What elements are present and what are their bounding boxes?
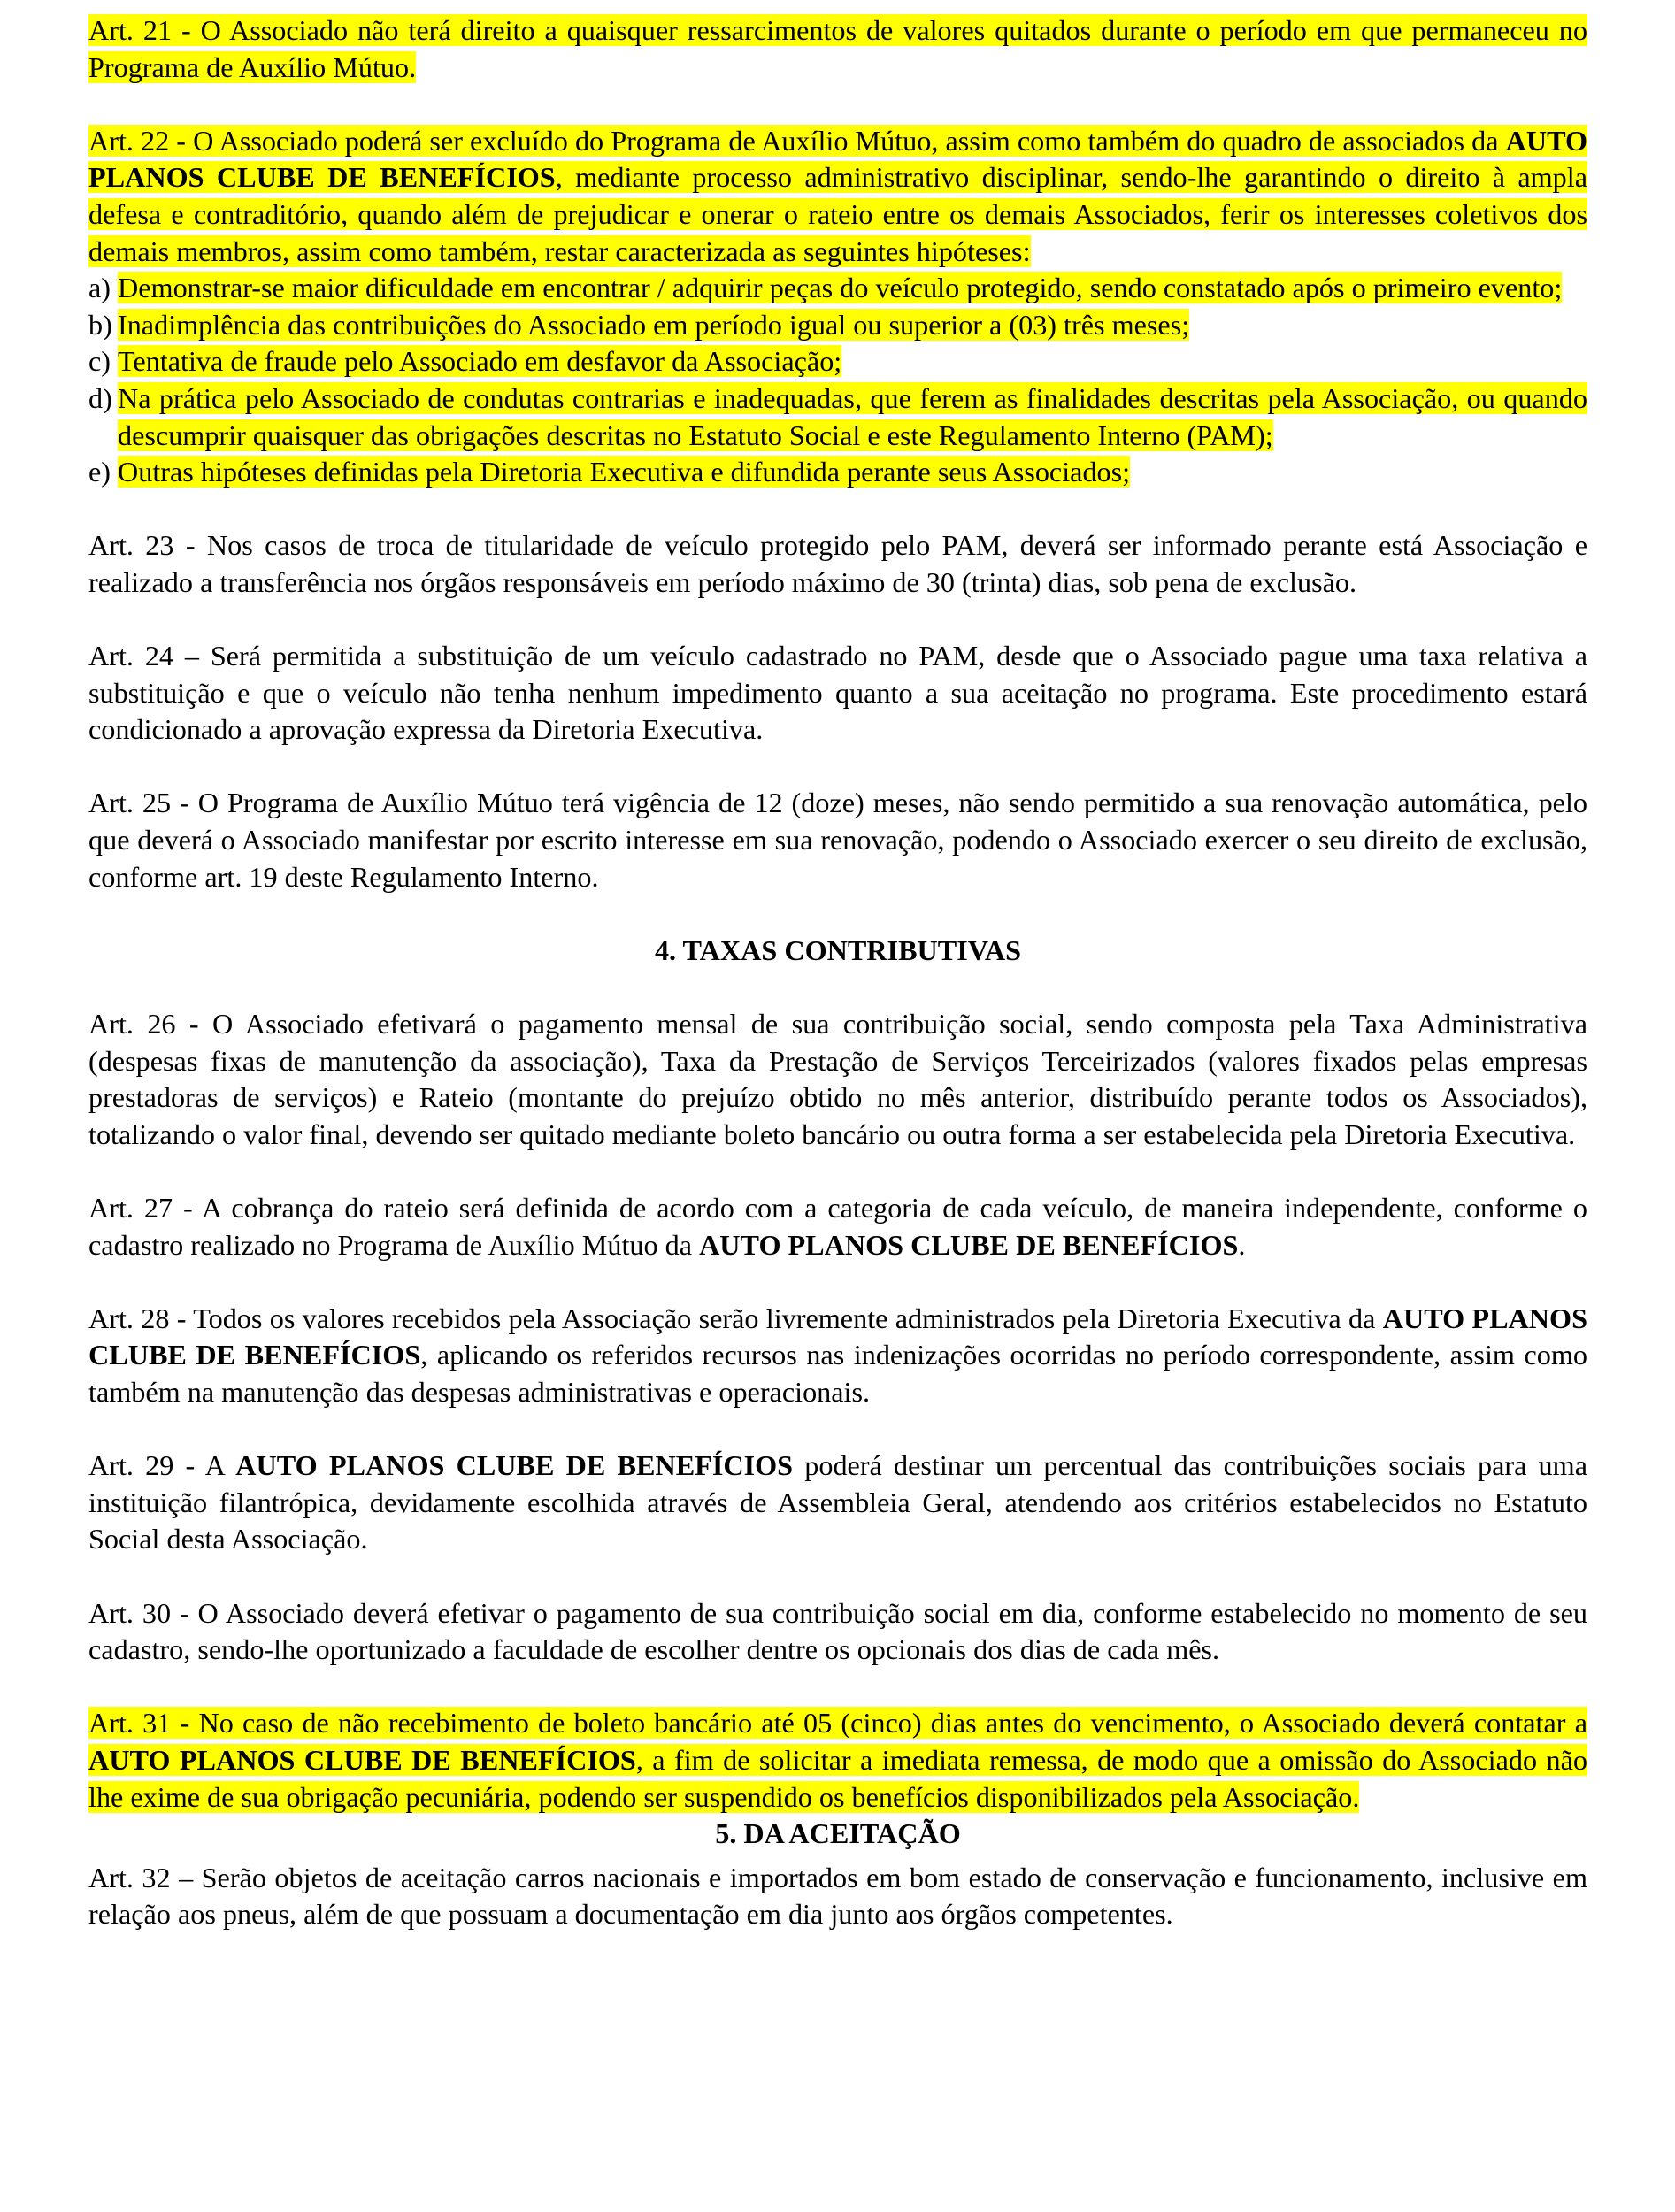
article-32: Art. 32 – Serão objetos de aceitação carros nacionais e importados em bom estado de conservação e funcionamento, inclusive em relação aos pneus, além de que possuam a documentação em dia junto aos órgãos competentes. bbox=[88, 1861, 1587, 1931]
article-28: Art. 28 - Todos os valores recebidos pela Associação serão livremente administrados pela Diretoria Executiva da AUTO PLANOS CLUBE DE BENEFÍCIOS, aplicando os referidos recursos nas indenizações ocorridas no período correspondente, assim como também na manutenção das despesas administrativas e operacionais. bbox=[88, 1302, 1587, 1408]
article-31: Art. 31 - No caso de não recebimento de boleto bancário até 05 (cinco) dias antes do vencimento, o Associado deverá contatar a AUTO PLANOS CLUBE DE BENEFÍCIOS, a fim de solicitar a imediata remessa, de modo que a omissão do Associado não lhe exime de sua obrigação pecuniária, podendo ser suspendido os benefícios disponibilizados pela Associação. bbox=[88, 1707, 1587, 1813]
list-item: c) Tentativa de fraude pelo Associado em desfavor da Associação; bbox=[88, 345, 842, 378]
article-21 bbox=[88, 12, 1587, 86]
article-25: Art. 25 - O Programa de Auxílio Mútuo terá vigência de 12 (doze) meses, não sendo permitido a sua renovação automática, pelo que deverá o Associado manifestar por escrito interesse em sua renovação, podendo o Associado exercer o seu direito de exclusão, conforme art. 19 deste Regulamento Interno. bbox=[88, 787, 1587, 893]
article-29: Art. 29 - A AUTO PLANOS CLUBE DE BENEFÍCIOS poderá destinar um percentual das contribuições sociais para uma instituição filantrópica, devidamente escolhida através de Assembleia Geral, atendendo aos critérios estabelecidos no Estatuto Social desta Associação. bbox=[88, 1449, 1587, 1555]
article-23: Art. 23 - Nos casos de troca de titularidade de veículo protegido pelo PAM, deverá ser informado perante está Associação e realizado a transferência nos órgãos responsáveis em período máximo de 30 (trinta) dias, sob pena de exclusão. bbox=[88, 529, 1587, 598]
association-name: AUTO PLANOS CLUBE DE BENEFÍCIOS bbox=[88, 1743, 636, 1776]
section-heading-4: 4. TAXAS CONTRIBUTIVAS bbox=[654, 933, 1022, 966]
list-item: a) Demonstrar-se maior dificuldade em encontrar / adquirir peças do veículo protegido, sendo constatado após o primeiro evento; bbox=[88, 272, 1563, 304]
association-name: AUTO PLANOS CLUBE DE BENEFÍCIOS bbox=[235, 1449, 794, 1482]
document-page bbox=[88, 12, 1587, 1970]
article-27: Art. 27 - A cobrança do rateio será definida de acordo com a categoria de cada veículo, de maneira independente, conforme o cadastro realizado no Programa de Auxílio Mútuo da AUTO PLANOS CLUBE DE BENEFÍCIOS. bbox=[88, 1192, 1587, 1261]
article-22-intro: Art. 22 - O Associado poderá ser excluído do Programa de Auxílio Mútuo, assim como também do quadro de associados da AUTO PLANOS CLUBE DE BENEFÍCIOS, mediante processo administrativo disciplinar, sendo-lhe garantindo o direito à ampla defesa e contraditório, quando além de prejudicar e onerar o rateio entre os demais Associados, ferir os interesses coletivos dos demais membros, assim como também, restar caracterizada as seguintes hipóteses: bbox=[88, 124, 1587, 267]
association-name: AUTO PLANOS CLUBE DE BENEFÍCIOS bbox=[88, 124, 1587, 194]
association-name: AUTO PLANOS CLUBE DE BENEFÍCIOS bbox=[699, 1228, 1239, 1261]
article-30: Art. 30 - O Associado deverá efetivar o pagamento de sua contribuição social em dia, conforme estabelecido no momento de seu cadastro, sendo-lhe oportunizado a faculdade de escolher dentre os opcionais dos dias de cada mês. bbox=[88, 1596, 1587, 1666]
article-26: Art. 26 - O Associado efetivará o pagamento mensal de sua contribuição social, sendo composta pela Taxa Administrativa (despesas fixas de manutenção da associação), Taxa da Prestação de Serviços Terceirizados (valores fixados pelas empresas prestadoras de serviços) e Rateio (montante do prejuízo obtido no mês anterior, distribuído perante todos os Associados), totalizando o valor final, devendo ser quitado mediante boleto bancário ou outra forma a ser estabelecida pela Diretoria Executiva. bbox=[88, 1008, 1587, 1150]
list-item: e) Outras hipóteses definidas pela Diretoria Executiva e difundida perante seus Associados; bbox=[88, 456, 1131, 488]
section-heading-5: 5. DA ACEITAÇÃO bbox=[715, 1817, 961, 1850]
article-22 bbox=[88, 123, 1587, 491]
association-name: AUTO PLANOS CLUBE DE BENEFÍCIOS bbox=[88, 1302, 1587, 1371]
list-item: b) Inadimplência das contribuições do Associado em período igual ou superior a (03) três meses; bbox=[88, 308, 1190, 341]
article-21-text: Art. 21 - O Associado não terá direito a quaisquer ressarcimentos de valores quitados durante o período em que permaneceu no Programa de Auxílio Mútuo. bbox=[88, 14, 1587, 83]
article-24: Art. 24 – Será permitida a substituição de um veículo cadastrado no PAM, desde que o Associado pague uma taxa relativa a substituição e que o veículo não tenha nenhum impedimento quanto a sua aceitação no programa. Este procedimento estará condicionado a aprovação expressa da Diretoria Executiva. bbox=[88, 640, 1587, 746]
list-item: d) Na prática pelo Associado de condutas contrarias e inadequadas, que ferem as finalidades descritas pela Associação, ou quando descumprir quaisquer das obrigações descritas no Estatuto Social e este Regulamento Interno (PAM); bbox=[88, 381, 1587, 451]
